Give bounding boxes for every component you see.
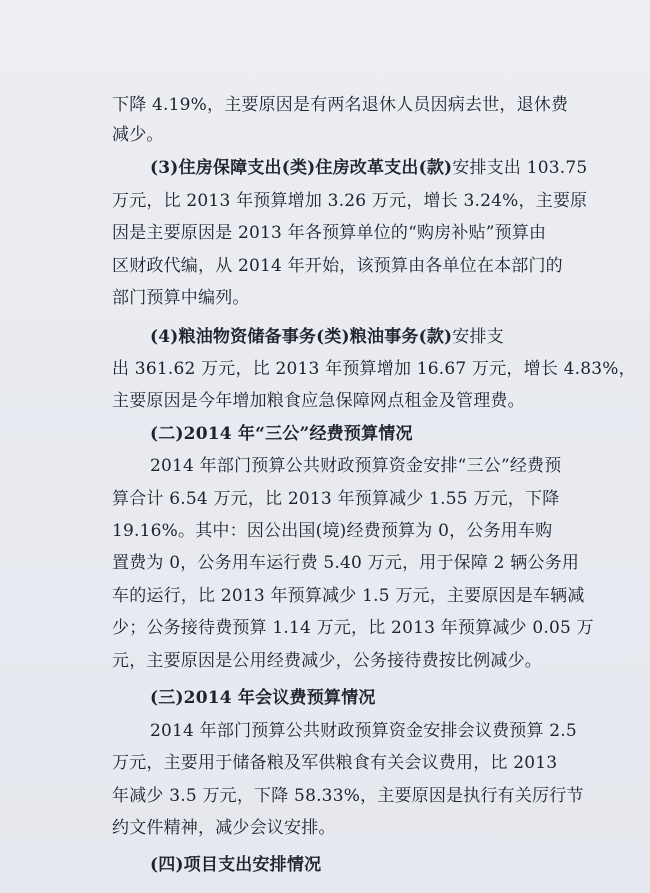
paragraph-line: 车的运行，比 2013 年预算减少 1.5 万元，主要原因是车辆减: [112, 586, 585, 606]
paragraph-line: 主要原因是今年增加粮食应急保障网点租金及管理费。: [112, 391, 525, 411]
section-heading: (四)项目支出安排情况: [150, 855, 322, 875]
section-heading: (三)2014 年会议费预算情况: [150, 688, 376, 708]
paragraph-line: 部门预算中编列。: [112, 288, 250, 308]
paragraph-line: 2014 年部门预算公共财政预算资金安排“三公”经费预: [150, 456, 562, 476]
paragraph-line: 置费为 0，公务用车运行费 5.40 万元，用于保障 2 辆公务用: [112, 553, 580, 573]
section-line: [150, 158, 587, 178]
paragraph-line: 万元，比 2013 年预算增加 3.26 万元，增长 3.24%，主要原: [112, 191, 588, 211]
section-heading: (二)2014 年“三公”经费预算情况: [150, 424, 413, 444]
paragraph-text: 安排支出 103.75: [452, 158, 588, 178]
paragraph-text: 安排支: [452, 327, 504, 347]
paragraph-line: 约文件精神，减少会议安排。: [112, 818, 336, 838]
paragraph-line: 减少。: [112, 125, 164, 145]
paragraph-line: 算合计 6.54 万元，比 2013 年预算减少 1.55 万元，下降: [112, 489, 560, 509]
paragraph-line: 因是主要原因是 2013 年各预算单位的“购房补贴”预算由: [112, 223, 547, 243]
section-heading: (3)住房保障支出(类)住房改革支出(款): [150, 158, 453, 178]
paragraph-line: 19.16%。其中：因公出国(境)经费预算为 0，公务用车购: [112, 521, 553, 541]
paragraph-line: 下降 4.19%，主要原因是有两名退休人员因病去世，退休费: [112, 95, 569, 115]
paragraph-line: 区财政代编，从 2014 年开始，该预算由各单位在本部门的: [112, 256, 563, 276]
paragraph-line: 万元，主要用于储备粮及军供粮食有关会议费用，比 2013: [112, 753, 558, 773]
paragraph-line: 出 361.62 万元，比 2013 年预算增加 16.67 万元，增长 4.83%，: [112, 359, 636, 379]
section-line: [150, 327, 504, 347]
section-heading: (4)粮油物资储备事务(类)粮油事务(款): [150, 327, 453, 347]
paragraph-line: 少；公务接待费预算 1.14 万元，比 2013 年预算减少 0.05 万: [112, 618, 594, 638]
paragraph-line: 2014 年部门预算公共财政预算资金安排会议费预算 2.5: [150, 721, 577, 741]
paragraph-line: 年减少 3.5 万元，下降 58.33%，主要原因是执行有关厉行节: [112, 786, 584, 806]
paragraph-line: 元，主要原因是公用经费减少，公务接待费按比例减少。: [112, 651, 542, 671]
